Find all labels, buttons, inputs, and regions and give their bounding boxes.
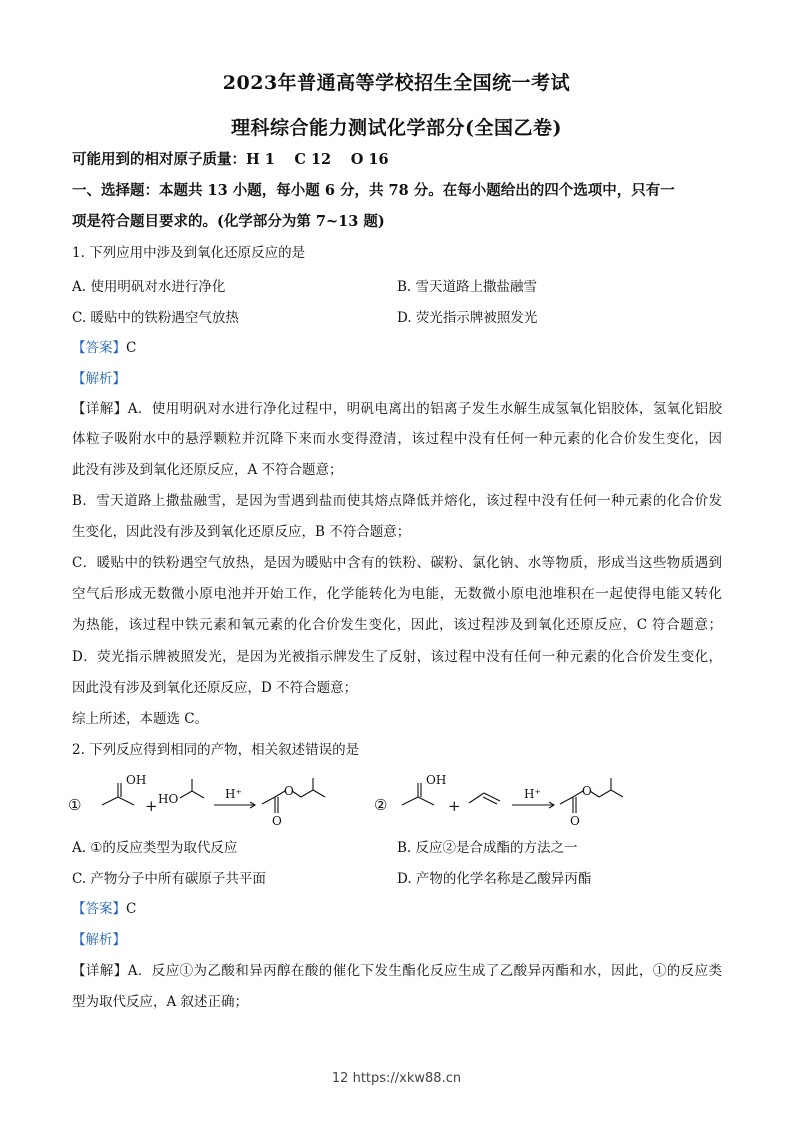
q1-answer — [72, 338, 722, 358]
q1-detail-text: A．使用明矾对水进行净化过程中，明矾电离出的铝离子发生水解生成氢氧化铝胶体，氢氧化铝胶 — [127, 401, 723, 417]
q2-detail-line — [72, 961, 722, 981]
q1-option-c: C. 暖贴中的铁粉遇空气放热 — [72, 310, 239, 326]
q2-detail-line: 型为取代反应，A 叙述正确； — [72, 994, 249, 1010]
answer-value: C — [126, 340, 137, 356]
q1-detail-line: 生变化，因此没有涉及到氧化还原反应，B 不符合题意； — [72, 524, 411, 540]
q1-detail-line: C．暖贴中的铁粉遇空气放热，是因为暖贴中含有的铁粉、碳粉、氯化钠、水等物质，形成当这些物质遇到 — [72, 555, 722, 571]
q2-answer — [72, 899, 722, 919]
q1-detail-line — [72, 399, 722, 419]
reaction-2-ester-o: O — [582, 784, 592, 798]
reaction-1-oh-label: OH — [126, 773, 147, 787]
reaction-1-number: ① — [68, 796, 82, 814]
answer-tag: 【答案】 — [72, 340, 126, 356]
reaction-2-carbonyl-o: O — [570, 814, 580, 828]
q1-option-a: A. 使用明矾对水进行净化 — [72, 279, 226, 295]
question-2-stem: 2. 下列反应得到相同的产物，相关叙述错误的是 — [72, 742, 360, 758]
q1-detail-line: 综上所述，本题选 C。 — [72, 711, 209, 727]
reaction-2-plus: + — [448, 797, 461, 815]
q2-option-a: A. ①的反应类型为取代反应 — [72, 840, 238, 856]
reaction-2-oh-label: OH — [426, 773, 447, 787]
q2-option-c: C. 产物分子中所有碳原子共平面 — [72, 871, 266, 887]
section-heading-line2: 项是符合题目要求的。(化学部分为第 7~13 题) — [72, 213, 385, 230]
reaction-1-carbonyl-o: O — [272, 814, 282, 828]
q2-option-d: D. 产物的化学名称是乙酸异丙酯 — [397, 871, 592, 887]
reaction-1-catalyst: H⁺ — [225, 787, 242, 801]
page-footer: 12 https://xkw88.cn — [331, 1071, 462, 1086]
section-heading-line1: 一、选择题：本题共 13 小题，每小题 6 分，共 78 分。在每小题给出的四个选项中，只有一 — [72, 182, 675, 199]
q1-option-d: D. 荧光指示牌被照发光 — [397, 310, 538, 326]
atomic-mass-line: 可能用到的相对原子质量：H 1 C 12 O 16 — [72, 151, 389, 168]
reaction-2-number: ② — [374, 796, 388, 814]
q2-analysis-tag — [72, 930, 722, 950]
reaction-scheme — [68, 770, 668, 832]
q1-detail-line: 空气后形成无数微小原电池并开始工作，化学能转化为电能，无数微小原电池堆积在一起使得电能又转化 — [72, 586, 722, 602]
question-1-stem: 1. 下列应用中涉及到氧化还原反应的是 — [72, 245, 306, 261]
q1-detail-line: D．荧光指示牌被照发光，是因为光被指示牌发生了反射，该过程中没有任何一种元素的化合价发生变化， — [72, 649, 722, 665]
detail-tag: 【详解】 — [72, 401, 128, 417]
q1-detail-line: 为热能，该过程中铁元素和氧元素的化合价发生变化，因此，该过程涉及到氧化还原反应，C 符合题意； — [72, 617, 722, 633]
reaction-1-ester-o: O — [284, 784, 294, 798]
q2-detail-text: A．反应①为乙酸和异丙醇在酸的催化下发生酯化反应生成了乙酸异丙酯和水，因此，①的反应类 — [127, 963, 723, 979]
analysis-tag: 【解析】 — [72, 371, 126, 387]
q1-option-b: B. 雪天道路上撒盐融雪 — [397, 279, 538, 295]
answer-tag: 【答案】 — [72, 901, 126, 917]
exam-subtitle: 理科综合能力测试化学部分(全国乙卷) — [231, 117, 562, 139]
q2-option-b: B. 反应②是合成酯的方法之一 — [397, 840, 578, 856]
q1-detail-line: B．雪天道路上撒盐融雪，是因为雪遇到盐而使其熔点降低并熔化，该过程中没有任何一种元素的化合价发 — [72, 493, 722, 509]
reaction-2-catalyst: H⁺ — [524, 787, 541, 801]
detail-tag: 【详解】 — [72, 963, 128, 979]
exam-title: 2023年普通高等学校招生全国统一考试 — [222, 72, 571, 94]
reaction-1-ho-label: HO — [158, 792, 179, 806]
reaction-1-plus: + — [145, 797, 158, 815]
q1-analysis-tag — [72, 369, 722, 389]
answer-value: C — [126, 901, 137, 917]
q1-detail-line: 体粒子吸附水中的悬浮颗粒并沉降下来而水变得澄清，该过程中没有任何一种元素的化合价发生变化，因 — [72, 431, 722, 447]
q1-detail-line: 因此没有涉及到氧化还原反应，D 不符合题意； — [72, 680, 358, 696]
q1-detail-line: 此没有涉及到氧化还原反应，A 不符合题意； — [72, 462, 343, 478]
analysis-tag: 【解析】 — [72, 932, 126, 948]
